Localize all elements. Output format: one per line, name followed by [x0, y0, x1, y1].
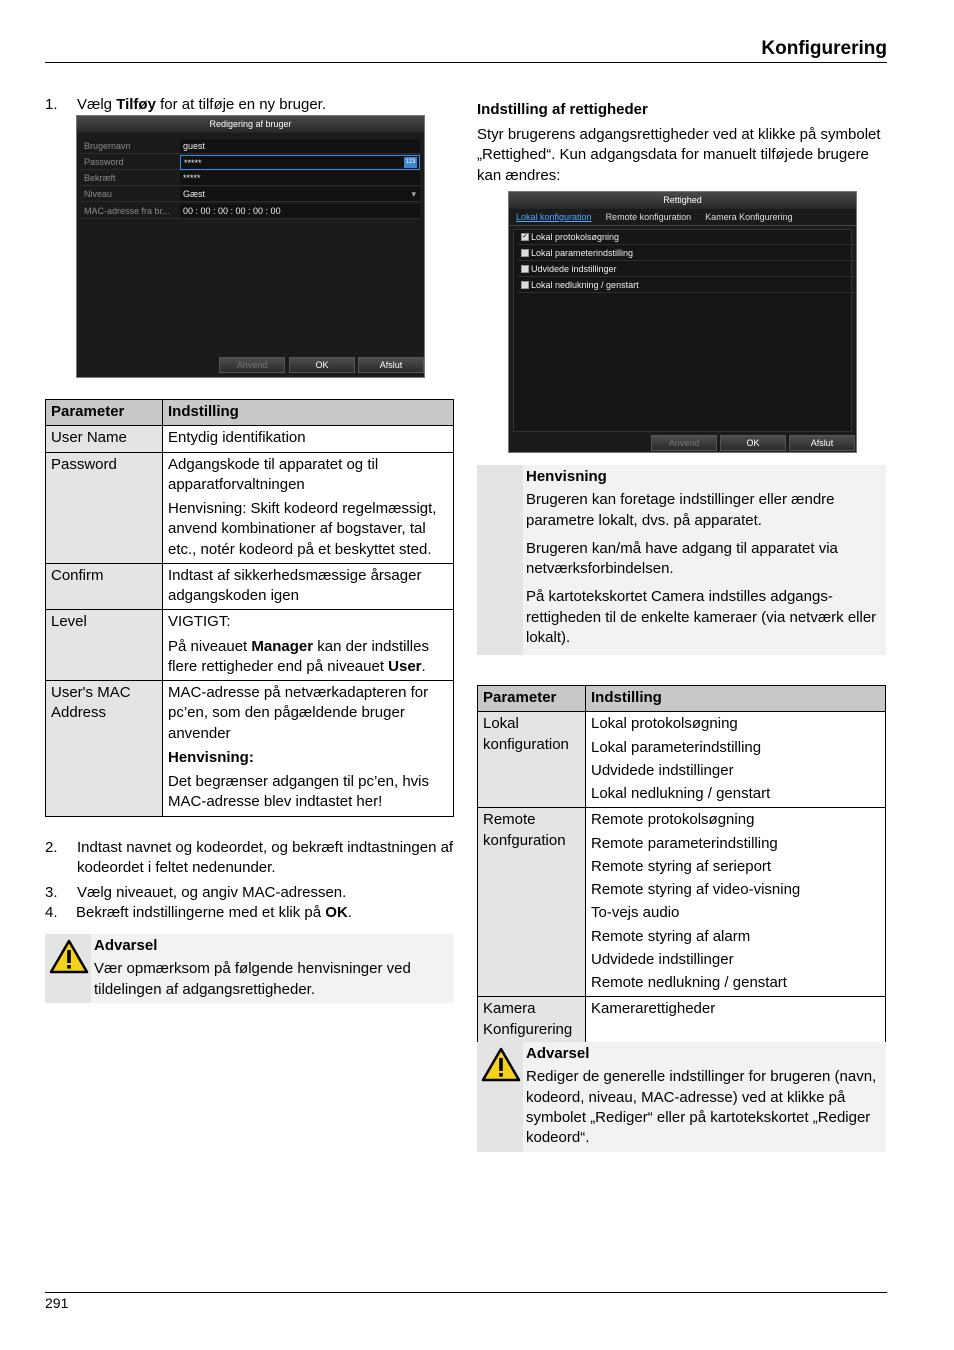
- note-text: På kartotekskortet Camera indstilles adgangs-rettigheden til de enkelte kameraer (via netværk eller lokalt).: [526, 588, 877, 646]
- note-text: Brugeren kan/må have adgang til apparatet via netværksforbindelsen.: [526, 539, 838, 577]
- rights-parameter-table: [477, 685, 886, 1044]
- step-number: 1.: [45, 96, 58, 113]
- table-row: Remote konfguration Remote protokolsøgning Remote parameterindstilling Remote styring af serieport Remote styring af video-visning To-vejs audio Remote styring af alarm Udvidede indstillinger Remote nedlukning / genstart: [478, 808, 886, 997]
- dvr-tab-bar: [509, 209, 856, 226]
- dvr-exit-button: Afslut: [358, 357, 424, 373]
- warning-box-right: [477, 1042, 886, 1152]
- dvr-apply-button: Anvend: [651, 435, 717, 451]
- table-row: Level VIGTIGT: På niveauet Manager kan der indstilles flere rettigheder end på niveauet User.: [46, 610, 454, 681]
- dvr-apply-button: Anvend: [219, 357, 285, 373]
- dvr-field-confirm: Bekræft *****: [80, 171, 420, 186]
- note-text: Brugeren kan foretage indstillinger eller ændre parametre lokalt, dvs. på apparatet.: [526, 491, 835, 529]
- chevron-down-icon: ▾: [411, 189, 416, 199]
- step-2: 2. Indtast navnet og kodeordet, og bekræft indtastningen af kodeordet i feltet nedenunder.: [45, 839, 454, 877]
- checkbox-checked-icon: ✓: [522, 233, 528, 240]
- warning-text: Vær opmærksom på følgende henvisninger ved tildelingen af adgangsrettigheder.: [94, 960, 411, 998]
- step-text: Vælg Tilføy for at tilføje en ny bruger.: [77, 96, 327, 113]
- header-rule: [45, 62, 887, 63]
- dvr-window-title: Rettighed: [509, 192, 856, 209]
- table-header-setting: Indstilling: [163, 400, 454, 426]
- user-parameter-table: [45, 399, 454, 817]
- table-row: User's MAC Address MAC-adresse på netværkadapteren for pc’en, som den pågældende bruger anvender Henvisning: Det begrænser adgangen til pc’en, hvis MAC-adresse blev indtastet her!: [46, 681, 454, 817]
- dvr-window-title: Redigering af bruger: [77, 116, 424, 133]
- warning-triangle-icon: [481, 1047, 521, 1083]
- dvr-check-item: Udvidede indstillinger: [517, 262, 855, 277]
- dvr-ok-button: OK: [289, 357, 355, 373]
- dvr-rights-panel: [513, 229, 852, 432]
- dvr-tab-local: Lokal konfiguration: [516, 212, 592, 222]
- step-4: 4. Bekræft indstillingerne med et klik på OK.: [45, 904, 352, 921]
- note-title: Henvisning: [526, 468, 607, 485]
- note-box: [477, 465, 886, 655]
- section-heading: Indstilling af rettigheder: [477, 101, 648, 118]
- page-number: 291: [45, 1295, 69, 1311]
- table-header-setting: Indstilling: [586, 686, 886, 712]
- page-header-title: Konfigurering: [761, 38, 887, 59]
- warning-title: Advarsel: [526, 1045, 590, 1062]
- dvr-field-username: Brugernavn guest: [80, 139, 420, 154]
- dvr-tab-remote: Remote konfiguration: [605, 212, 692, 222]
- dvr-exit-button: Afslut: [789, 435, 855, 451]
- step-1: [45, 95, 454, 115]
- dvr-rights-screenshot: [508, 191, 857, 453]
- table-row: Confirm Indtast af sikkerhedsmæssige årsager adgangskoden igen: [46, 563, 454, 610]
- table-header-parameter: Parameter: [46, 400, 163, 426]
- dvr-check-item: ✓ Lokal protokolsøgning: [517, 230, 855, 245]
- table-row: User Name Entydig identifikation: [46, 426, 454, 452]
- table-header-parameter: Parameter: [478, 686, 586, 712]
- table-row: Kamera Konfigurering Kamerarettigheder: [478, 997, 886, 1044]
- dvr-ok-button: OK: [720, 435, 786, 451]
- checkbox-icon: [521, 281, 529, 289]
- warning-triangle-icon: [49, 939, 89, 975]
- dvr-field-level: Niveau Gæst ▾: [80, 187, 420, 202]
- warning-title: Advarsel: [94, 937, 158, 954]
- footer-rule: [45, 1292, 887, 1293]
- dvr-tab-camera: Kamera Konfigurering: [705, 212, 793, 222]
- table-row: Lokal konfiguration Lokal protokolsøgning Lokal parameterindstilling Udvidede indstillinger Lokal nedlukning / genstart: [478, 712, 886, 808]
- step-3: 3. Vælg niveauet, og angiv MAC-adressen.: [45, 884, 347, 901]
- keyboard-icon: 123: [404, 157, 417, 168]
- table-row: Password Adgangskode til apparatet og til apparatforvaltningen Henvisning: Skift kodeord regelmæssigt, anvend kombinationer af bogstaver, tal etc., notér kodeord på et beskyttet sted.: [46, 452, 454, 563]
- warning-text: Rediger de generelle indstillinger for brugeren (navn, kodeord, niveau, MAC-adresse) ved at klikke på symbolet „Rediger“ eller på kartotekskortet „Rediger kodeord“.: [526, 1068, 877, 1146]
- dvr-check-item: Lokal nedlukning / genstart: [517, 278, 855, 293]
- checkbox-icon: [521, 265, 529, 273]
- section-intro: Styr brugerens adgangsrettigheder ved at klikke på symbolet „Rettighed“. Kun adgangsdata for manuelt tilføjede brugere kan ændres:: [477, 126, 881, 184]
- dvr-field-mac: MAC-adresse fra br... 00 : 00 : 00 : 00 : 00 : 00: [80, 204, 420, 219]
- dvr-check-item: Lokal parameterindstilling: [517, 246, 855, 261]
- dvr-field-password: Password ***** 123: [80, 155, 420, 170]
- checkbox-icon: [521, 249, 529, 257]
- dvr-user-edit-screenshot: [76, 115, 425, 378]
- warning-box-left: [45, 934, 454, 1003]
